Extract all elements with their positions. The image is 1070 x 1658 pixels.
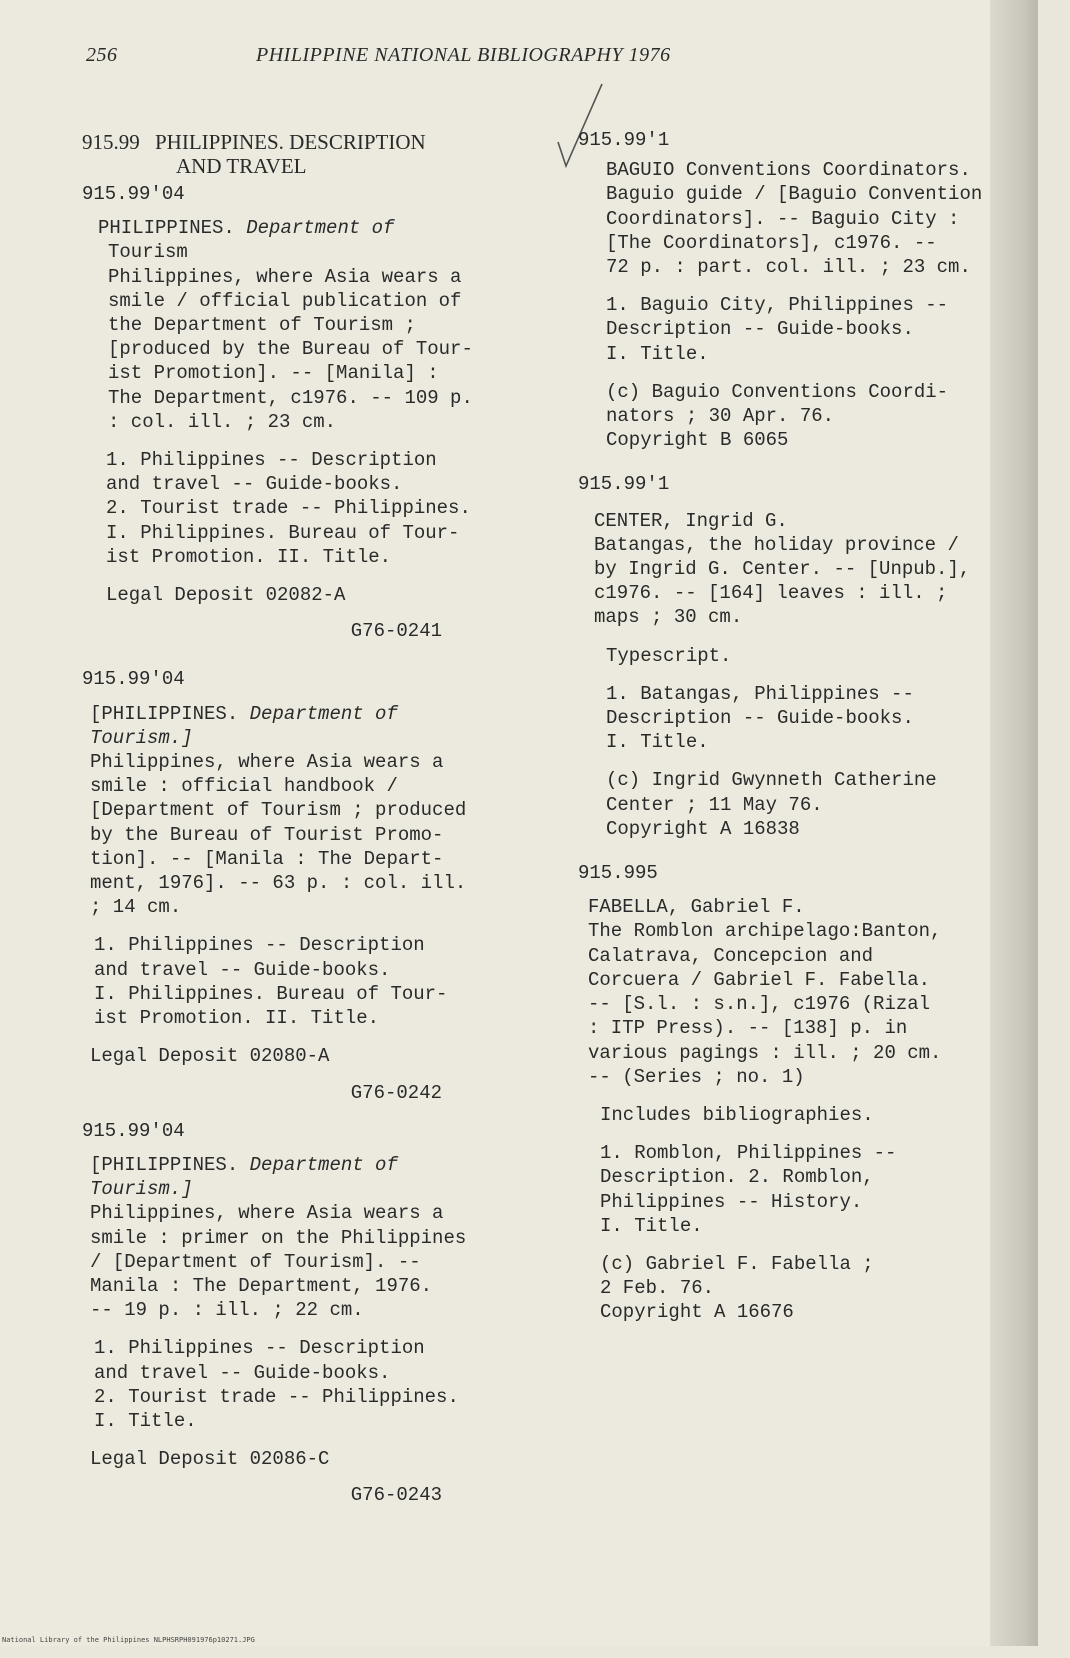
entry-note: Includes bibliographies. (600, 1103, 874, 1126)
entry-subjects: 1. Baguio City, Philippines -- Description -- Guide-books. I. Title. (606, 294, 949, 365)
entry-author-prefix: [PHILIPPINES. (90, 1153, 239, 1176)
entry-note: Typescript. (606, 644, 732, 667)
entry-class-number: 915.99'04 (82, 183, 185, 205)
entry-subjects: 1. Philippines -- Description and travel -- Guide-books. 2. Tourist trade -- Philippines. I. Philippines. Bureau of Tour- ist Promotion. II. Title. (106, 449, 471, 568)
entry (82, 667, 522, 1104)
entry-legal-deposit: Legal Deposit 02086-C (90, 1448, 330, 1471)
entry-lccn: G76-0241 (350, 620, 442, 643)
entry (578, 128, 1018, 452)
entry-description: Philippines, where Asia wears a smile : official handbook / [Department of Tourism ; produced by the Bureau of Tourist Promo- tion]. -- [Manila : The Depart- ment, 1976]. -- 63 p. : col. ill. ; 14 cm. (90, 751, 467, 919)
entry-copyright: (c) Ingrid Gwynneth Catherine Center ; 11 May 76. Copyright A 16838 (606, 769, 937, 840)
entry-subjects: 1. Romblon, Philippines -- Description. 2. Romblon, Philippines -- History. I. Title. (600, 1142, 897, 1237)
entry-copyright: (c) Baguio Conventions Coordi- nators ; 30 Apr. 76. Copyright B 6065 (606, 380, 949, 452)
left-column (82, 130, 522, 1528)
entry-description: CENTER, Ingrid G. Batangas, the holiday province / by Ingrid G. Center. -- [Unpub.], c1976. -- [164] leaves : ill. ; maps ; 30 cm. (594, 509, 971, 629)
entry-author-italic: Department of Tourism.] (90, 1153, 398, 1201)
entry-body (594, 509, 1018, 841)
entry-body (98, 216, 522, 643)
entry-lccn: G76-0242 (350, 1081, 442, 1104)
entry (578, 861, 1018, 1324)
entry-author-prefix: PHILIPPINES. (98, 217, 235, 240)
right-column (578, 128, 1018, 1345)
entry (82, 1119, 522, 1508)
entry-subjects: 1. Philippines -- Description and travel -- Guide-books. 2. Tourist trade -- Philippines. I. Title. (94, 1337, 459, 1432)
entry-author (98, 216, 522, 240)
entry-author-prefix: [PHILIPPINES. (90, 702, 239, 725)
entry-legal-deposit: Legal Deposit 02082-A (106, 584, 346, 607)
entry-body (90, 1153, 522, 1508)
entry (82, 182, 522, 643)
section-class-number: 915.99 (82, 130, 140, 154)
entry-class-number: 915.995 (578, 862, 658, 885)
entry-author-italic: Department of Tourism.] (90, 702, 398, 749)
entry (578, 472, 1018, 841)
entry-lccn: G76-0243 (350, 1484, 442, 1507)
section-heading-line2: AND TRAVEL (176, 154, 307, 178)
entry-body (588, 895, 1018, 1324)
entry-author-italic: Department of (246, 217, 395, 240)
entry-legal-deposit: Legal Deposit 02080-A (90, 1045, 330, 1068)
entry-class-number: 915.99'04 (82, 668, 185, 691)
entry-body (90, 702, 522, 1105)
page-title: PHILIPPINE NATIONAL BIBLIOGRAPHY 1976 (256, 44, 671, 66)
entry-class-number: 915.99'1 (578, 473, 670, 496)
entry-class-number: 915.99'04 (82, 1119, 185, 1142)
entry-class-number: 915.99'1 (578, 129, 670, 151)
entry-description: BAGUIO Conventions Coordinators. Baguio guide / [Baguio Convention Coordinators]. -- Baguio City : [The Coordinators], c1976. -- 72 p. : part. col. ill. ; 23 cm. (606, 159, 983, 279)
entry-author (90, 1153, 522, 1201)
entry-copyright: (c) Gabriel F. Fabella ; 2 Feb. 76. Copyright A 16676 (600, 1252, 874, 1324)
scan-footer: National Library of the Philippines NLPHSRPH091976p10271.JPG (2, 1636, 255, 1644)
page-number: 256 (86, 44, 118, 66)
section-heading-line1: PHILIPPINES. DESCRIPTION (155, 130, 426, 154)
entry-description: Philippines, where Asia wears a smile : primer on the Philippines / [Department of Tourism]. -- Manila : The Department, 1976. -- 19 p. : ill. ; 22 cm. (90, 1202, 467, 1322)
entry-body (606, 158, 1018, 452)
entry-description: Tourism Philippines, where Asia wears a smile / official publication of the Department of Tourism ; [produced by the Bureau of Tour- ist Promotion]. -- [Manila] : The Department, c1976. -- 109 p. : col. ill. ; 23 cm. (108, 241, 473, 433)
entry-description: FABELLA, Gabriel F. The Romblon archipelago:Banton, Calatrava, Concepcion and Corcuera / Gabriel F. Fabella. -- [S.l. : s.n.], c1976 (Rizal : ITP Press). -- [138] p. in various pagings : ill. ; 20 cm. -- (Series ; no. 1) (588, 896, 942, 1088)
entry-subjects: 1. Philippines -- Description and travel -- Guide-books. I. Philippines. Bureau of Tour- ist Promotion. II. Title. (94, 934, 448, 1030)
section-heading (82, 130, 522, 178)
entry-author (90, 702, 522, 750)
entry-subjects: 1. Batangas, Philippines -- Description -- Guide-books. I. Title. (606, 682, 914, 754)
